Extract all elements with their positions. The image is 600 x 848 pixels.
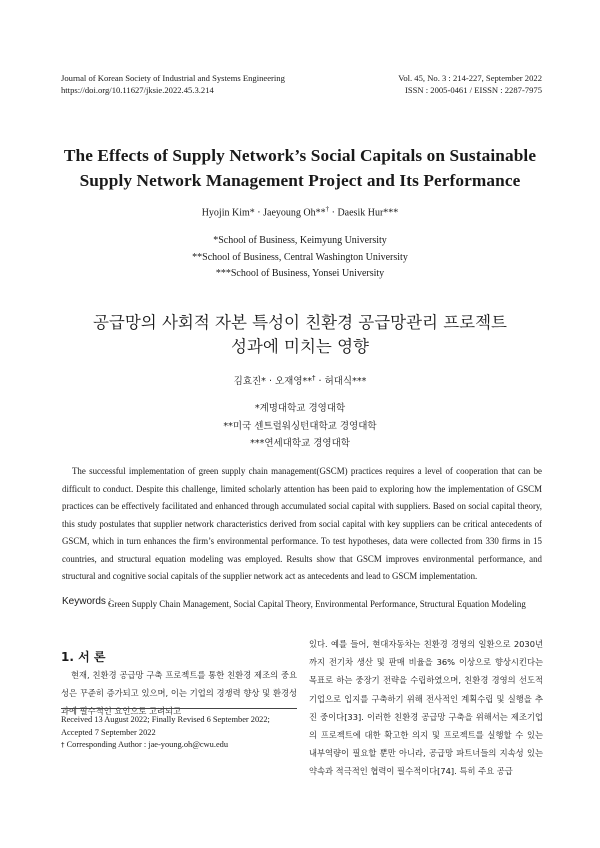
korean-affiliations xyxy=(0,400,600,453)
abstract: The successful implementation of green supply chain management(GSCM) practices requires a level of cooperation that can be difficult to conduct. Despite this challenge, limited scholarly attention has been paid to exploring how the implementation of GSCM practices can be effectively facilitated and enhanced through accumulated social capital with suppliers. Based on social capital theory, this study postulates that supplier network characteristics derived from social capital with key suppliers can be critical antecedents of GSCM, which in turn enhances the firm’s environmental performance. To test hypotheses, data were collected from 330 firms in 15 countries, and structural equation modeling was employed. Results show that GSCM improves environmental performance, and structural and cognitive social capitals of the supplier network act as antecedents and lead to GSCM implementation. xyxy=(62,466,542,581)
author-3-ko: 허대식*** xyxy=(324,376,367,387)
footnote xyxy=(61,714,301,752)
affiliation-ko-3: ***연세대학교 경영대학 xyxy=(250,438,350,449)
affiliation-ko-1: *계명대학교 경영대학 xyxy=(254,403,346,414)
doi-link[interactable]: https://doi.org/10.11627/jksie.2022.45.3.214 xyxy=(61,85,214,95)
corresponding-author-line xyxy=(61,739,301,752)
footnote-rule xyxy=(61,708,297,709)
author-1: Hyojin Kim* xyxy=(201,207,255,219)
volume-info: Vol. 45, No. 3 : 214-227, September 2022 xyxy=(398,73,542,83)
korean-title xyxy=(40,311,560,359)
accepted-date: Accepted 7 September 2022 xyxy=(61,727,156,737)
running-header-left xyxy=(61,72,285,96)
affiliation-1: *School of Business, Keimyung University xyxy=(213,235,387,246)
author-2: Jaeyoung Oh** xyxy=(263,207,326,219)
dagger-icon: † xyxy=(61,741,65,749)
korean-title-line-2: 성과에 미치는 영향 xyxy=(230,337,369,356)
affiliation-3: ***School of Business, Yonsei University xyxy=(215,268,385,279)
affiliation-2: **School of Business, Central Washington University xyxy=(192,251,408,263)
korean-authors xyxy=(0,373,600,387)
english-title-line-2: Supply Network Management Project and Its Performance xyxy=(79,171,521,190)
author-separator: · xyxy=(315,376,325,387)
journal-name: Journal of Korean Society of Industrial and Systems Engineering xyxy=(61,73,285,83)
english-title xyxy=(40,143,560,193)
keywords-text: Green Supply Chain Management, Social Capital Theory, Environmental Performance, Structural Equation Modeling xyxy=(108,599,526,609)
running-header-right xyxy=(398,72,542,96)
received-dates: Received 13 August 2022; Finally Revised 6 September 2022; xyxy=(61,715,270,724)
english-authors xyxy=(0,205,600,218)
corresponding-dagger: † xyxy=(325,205,330,213)
right-column-text: 있다. 예를 들어, 현대자동차는 친환경 경영의 일환으로 2030년까지 전기차 생산 및 판매 비율을 36% 이상으로 향상시킨다는 목표로 하는 중장기 전략을 수립하였으며, 친환경 경영의 선도적 기업으로 입지를 구축하기 위해 전사적인 계획수립 및 실행을 추진 중이다[33]. 이러한 친환경 공급망 구축을 위해서는 제조기업의 프로젝트에 대한 확고한 의지 및 프로젝트를 실행할 수 있는 내부역량이 필요할 뿐만 아니라, 공급망 파트너들의 지속성 있는 약속과 적극적인 협력이 필수적이다[74]. 특히 주요 공급 xyxy=(309,639,543,777)
corresponding-author: Corresponding Author : jae-young.oh@cwu.edu xyxy=(66,740,229,749)
author-separator: · xyxy=(265,376,275,387)
english-affiliations xyxy=(0,233,600,283)
author-separator: · xyxy=(329,207,338,219)
keywords-label: Keywords : xyxy=(62,596,112,607)
affiliation-ko-2: **미국 센트럴워싱턴대학교 경영대학 xyxy=(223,420,377,432)
author-3: Daesik Hur*** xyxy=(337,207,399,219)
korean-title-line-1: 공급망의 사회적 자본 특성이 친환경 공급망관리 프로젝트 xyxy=(92,313,507,332)
english-title-line-1: The Effects of Supply Network’s Social Capitals on Sustainable xyxy=(63,146,537,165)
left-column-text: 현재, 친환경 공급망 구축 프로젝트를 통한 친환경 제조의 중요성은 꾸준히 증가되고 있으며, 이는 기업의 경쟁력 향상 및 환경성과에 필수적인 요인으로 고려되고 xyxy=(61,670,297,717)
issn-info: ISSN : 2005-0461 / EISSN : 2287-7975 xyxy=(404,85,542,95)
author-1-ko: 김효진* xyxy=(233,376,266,387)
author-separator: · xyxy=(254,207,264,219)
section-heading: 1. 서 론 xyxy=(61,650,106,664)
author-2-ko: 오재영** xyxy=(274,376,313,387)
corresponding-dagger: † xyxy=(312,373,316,382)
